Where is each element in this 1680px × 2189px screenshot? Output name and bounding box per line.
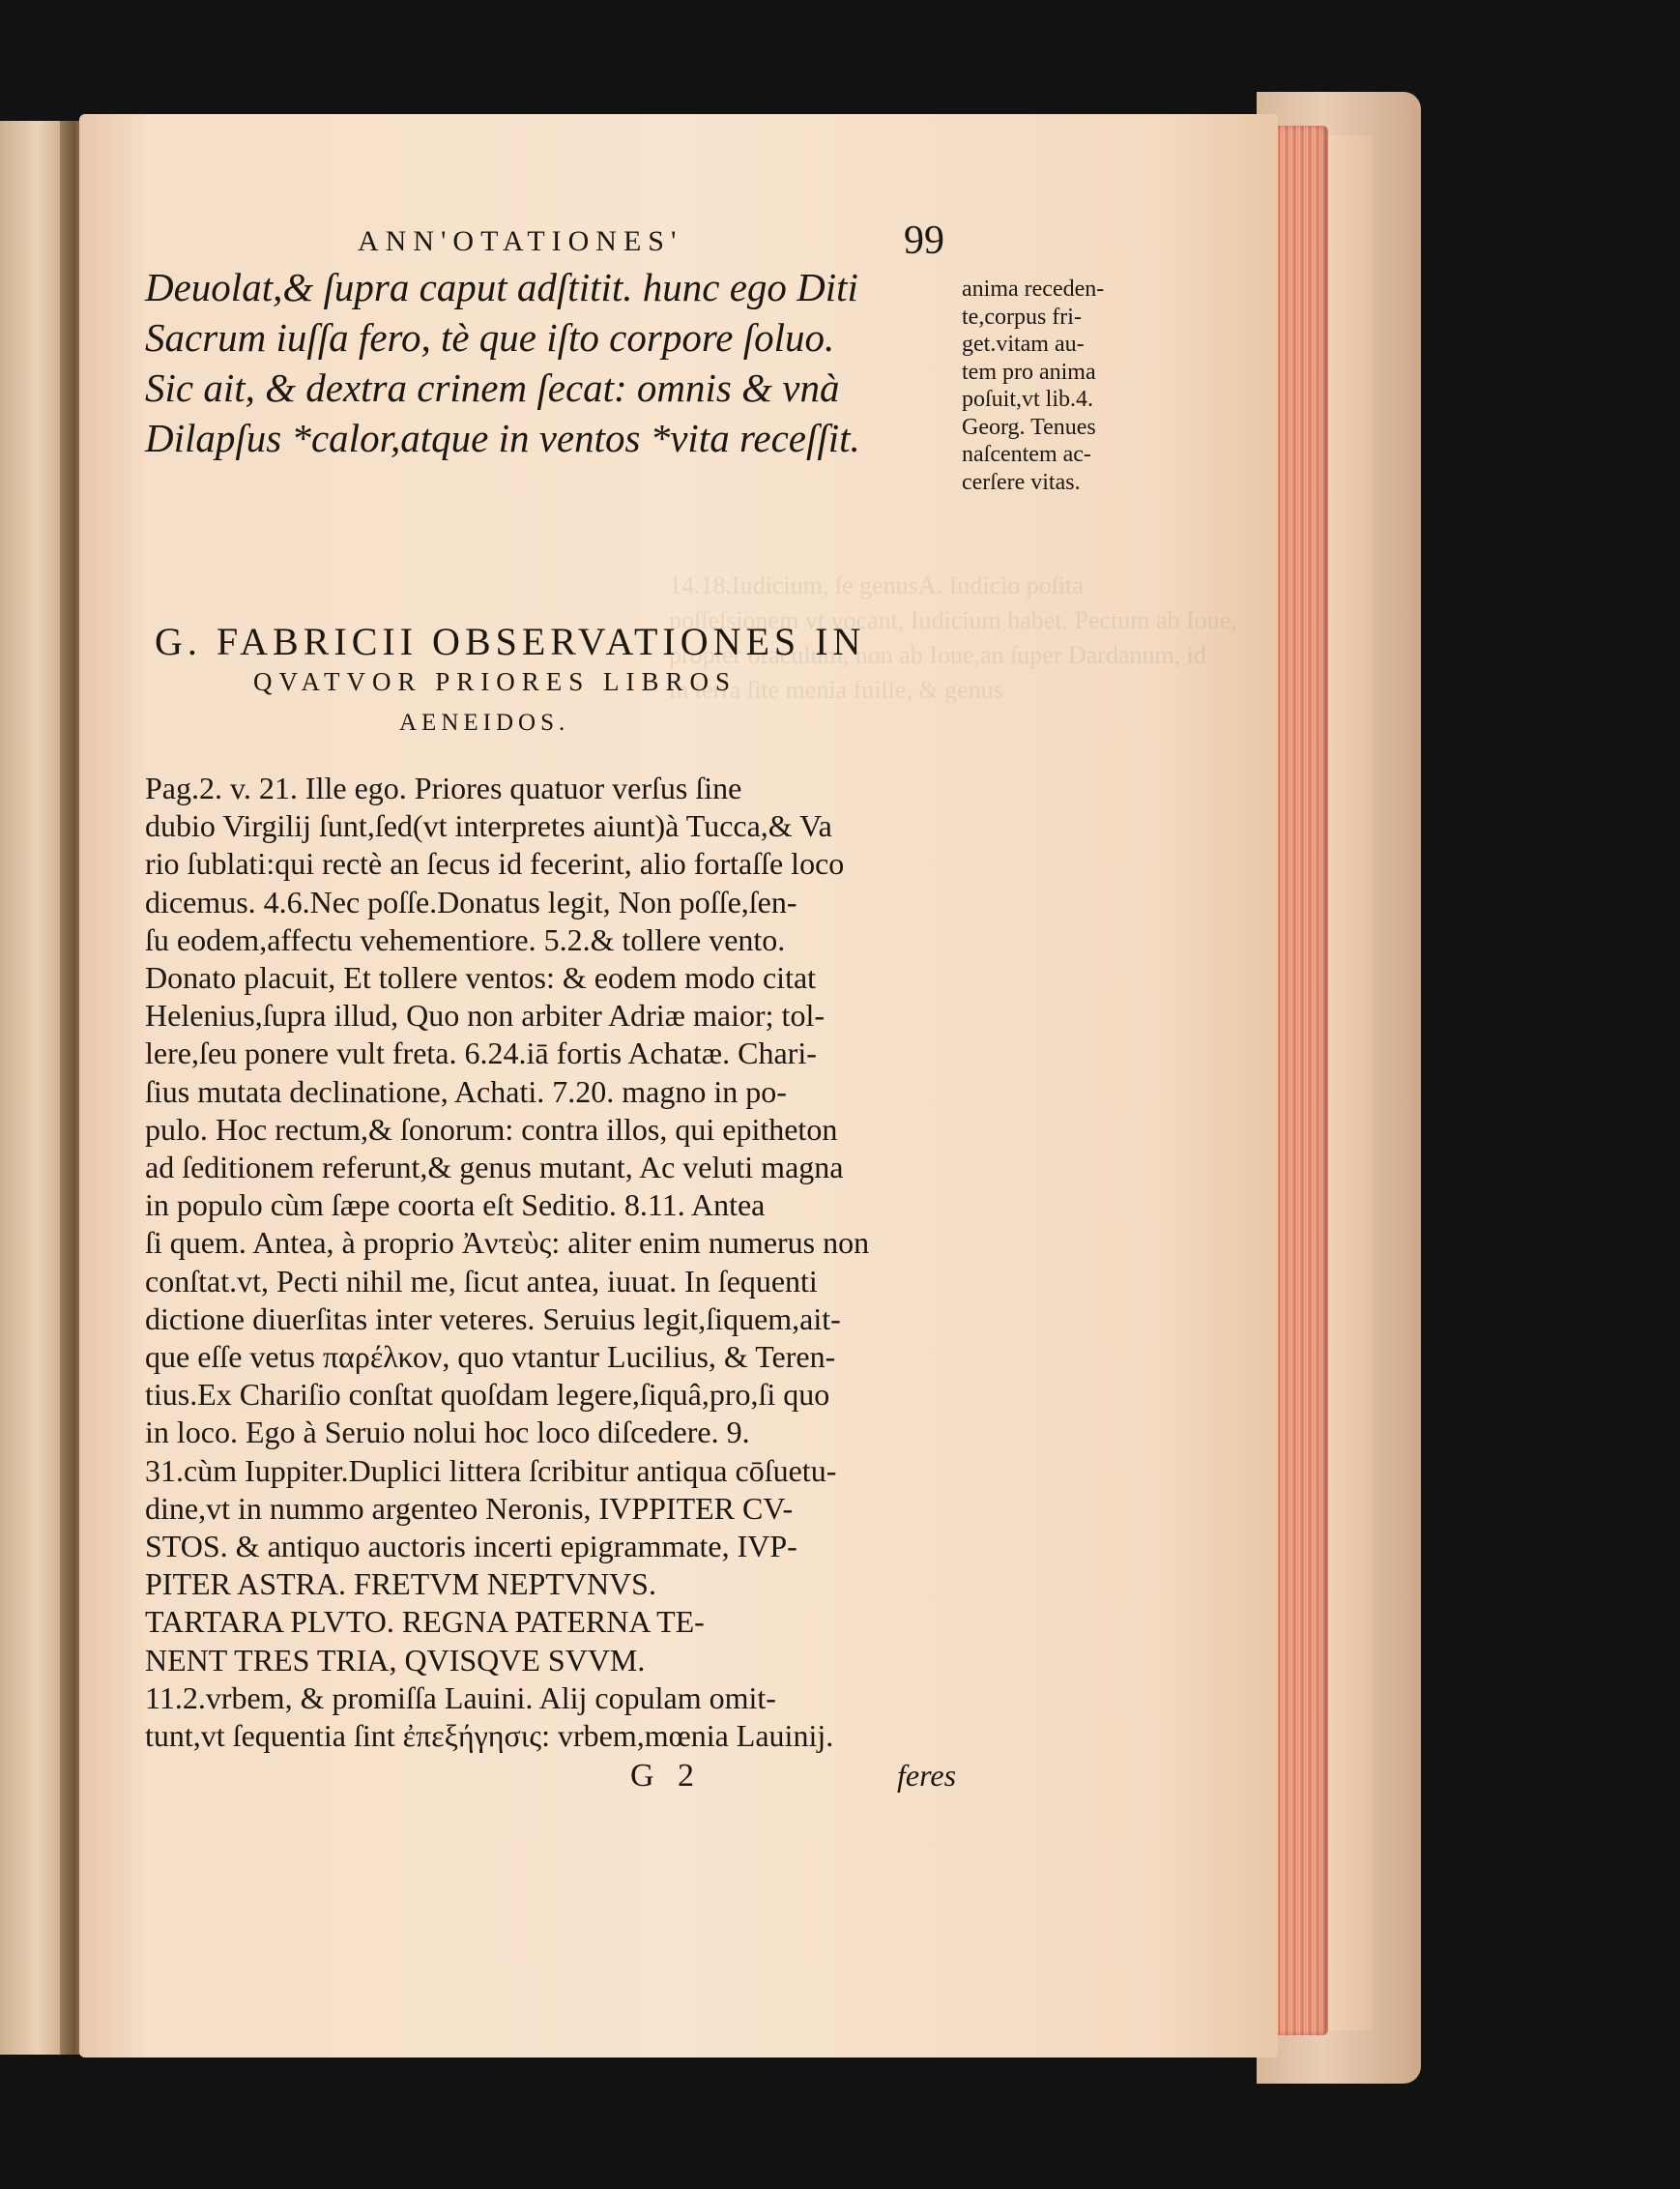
body-line: tunt,vt ſequentia ſint ἐπεξήγησις: vrbem,mœnia Lauinij.: [145, 1718, 834, 1754]
margin-note-line: get.vitam au-: [962, 332, 1085, 357]
body-line: dine,vt in nummo argenteo Neronis, IVPPITER CV-: [145, 1490, 794, 1526]
body-line: STOS. & antiquo auctoris incerti epigrammate, IVP-: [145, 1529, 797, 1564]
margin-note-line: cerſere vitas.: [962, 469, 1081, 495]
body-line: dubio Virgilij ſunt,ſed(vt interpretes aiunt)à Tucca,& Va: [145, 808, 832, 844]
show-through-line: poſſeſsionem vt vocant, Iudicium habet. Pectum ab Ioue,: [669, 606, 1237, 634]
body-line: 11.2.vrbem, & promiſſa Lauini. Alij copulam omit-: [145, 1679, 776, 1715]
verse-line: Deuolat,& ſupra caput adſtitit. hunc ego Diti: [145, 265, 858, 309]
signature-mark: G 2: [630, 1758, 703, 1794]
catchword: feres: [897, 1758, 957, 1793]
show-through-line: in terra ſite menia fuiſſe, & genus: [669, 676, 1003, 704]
section-subtitle: AENEIDOS.: [399, 710, 570, 736]
running-header: ANN'OTATIONES': [358, 225, 683, 257]
body-text: [145, 770, 957, 1755]
margin-note: [962, 276, 1155, 496]
body-line: dictione diuerſitas inter veteres. Seruius legit,ſiquem,ait-: [145, 1300, 841, 1336]
page-block: [1326, 135, 1373, 2030]
page-number: 99: [904, 219, 944, 263]
verse-line: Sacrum iuſſa fero, tè que iſto corpore ſoluo.: [145, 315, 835, 360]
verse-line: Dilapſus *calor,atque in ventos *vita receſſit.: [145, 416, 860, 460]
body-line: ſu eodem,affectu vehementiore. 5.2.& tollere vento.: [145, 921, 786, 957]
body-line: in populo cùm ſæpe coorta eſt Seditio. 8.11. Antea: [145, 1187, 766, 1223]
body-line: lere,ſeu ponere vult freta. 6.24.iā fortis Achatæ. Chari-: [145, 1036, 817, 1071]
body-line: TARTARA PLVTO. REGNA PATERNA TE-: [145, 1604, 705, 1640]
body-line: NENT TRES TRIA, QVISQVE SVVM.: [145, 1642, 646, 1678]
margin-note-line: te,corpus fri-: [962, 304, 1082, 330]
section-subtitle: QVATVOR PRIORES LIBROS: [253, 667, 738, 696]
margin-note-line: naſcentem ac-: [962, 442, 1091, 467]
show-through-line: propter oraculum, non ab Ioue,an ſuper Dardanum, id: [669, 641, 1206, 669]
body-line: ad ſeditionem referunt,& genus mutant, Ac veluti magna: [145, 1150, 844, 1185]
body-line: Pag.2. v. 21. Ille ego. Priores quatuor verſus ſine: [145, 771, 742, 805]
body-line: conſtat.vt, Pecti nihil me, ſicut antea, iuuat. In ſequenti: [145, 1263, 818, 1299]
body-line: ſi quem. Antea, à proprio Ἀντεὺς: aliter enim numerus non: [145, 1225, 870, 1261]
show-through-line: 14.18.Iudicium, ſe genusA. Iudicio poſita: [669, 571, 1084, 599]
body-line: PITER ASTRA. FRETVM NEPTVNVS.: [145, 1566, 656, 1602]
left-page-edge: [0, 121, 68, 2055]
margin-note-line: Georg. Tenues: [962, 414, 1096, 440]
section-title: G. FABRICII OBSERVATIONES IN: [155, 620, 866, 663]
verse-line: Sic ait, & dextra crinem ſecat: omnis & vnà: [145, 365, 840, 410]
body-line: tius.Ex Chariſio conſtat quoſdam legere,ſiquâ,pro,ſi quo: [145, 1377, 830, 1413]
body-line: pulo. Hoc rectum,& ſonorum: contra illos, qui epitheton: [145, 1111, 838, 1147]
margin-note-line: anima receden-: [962, 277, 1105, 302]
margin-note-line: tem pro anima: [962, 359, 1096, 385]
body-line: dicemus. 4.6.Nec poſſe.Donatus legit, Non poſſe,ſen-: [145, 884, 797, 919]
body-line: Helenius,ſupra illud, Quo non arbiter Adriæ maior; tol-: [145, 998, 825, 1034]
body-line: rio ſublati:qui rectè an ſecus id fecerint, alio fortaſſe loco: [145, 846, 845, 882]
body-line: Donato placuit, Et tollere ventos: & eodem modo citat: [145, 960, 817, 996]
margin-note-line: poſuit,vt lib.4.: [962, 387, 1094, 412]
body-line: 31.cùm Iuppiter.Duplici littera ſcribitur antiqua cōſuetu-: [145, 1452, 837, 1488]
body-line: ſius mutata declinatione, Achati. 7.20. magno in po-: [145, 1073, 787, 1109]
body-line: que eſſe vetus παρέλκον, quo vtantur Lucilius, & Teren-: [145, 1339, 836, 1375]
body-line: in loco. Ego à Seruio nolui hoc loco diſcedere. 9.: [145, 1415, 750, 1450]
